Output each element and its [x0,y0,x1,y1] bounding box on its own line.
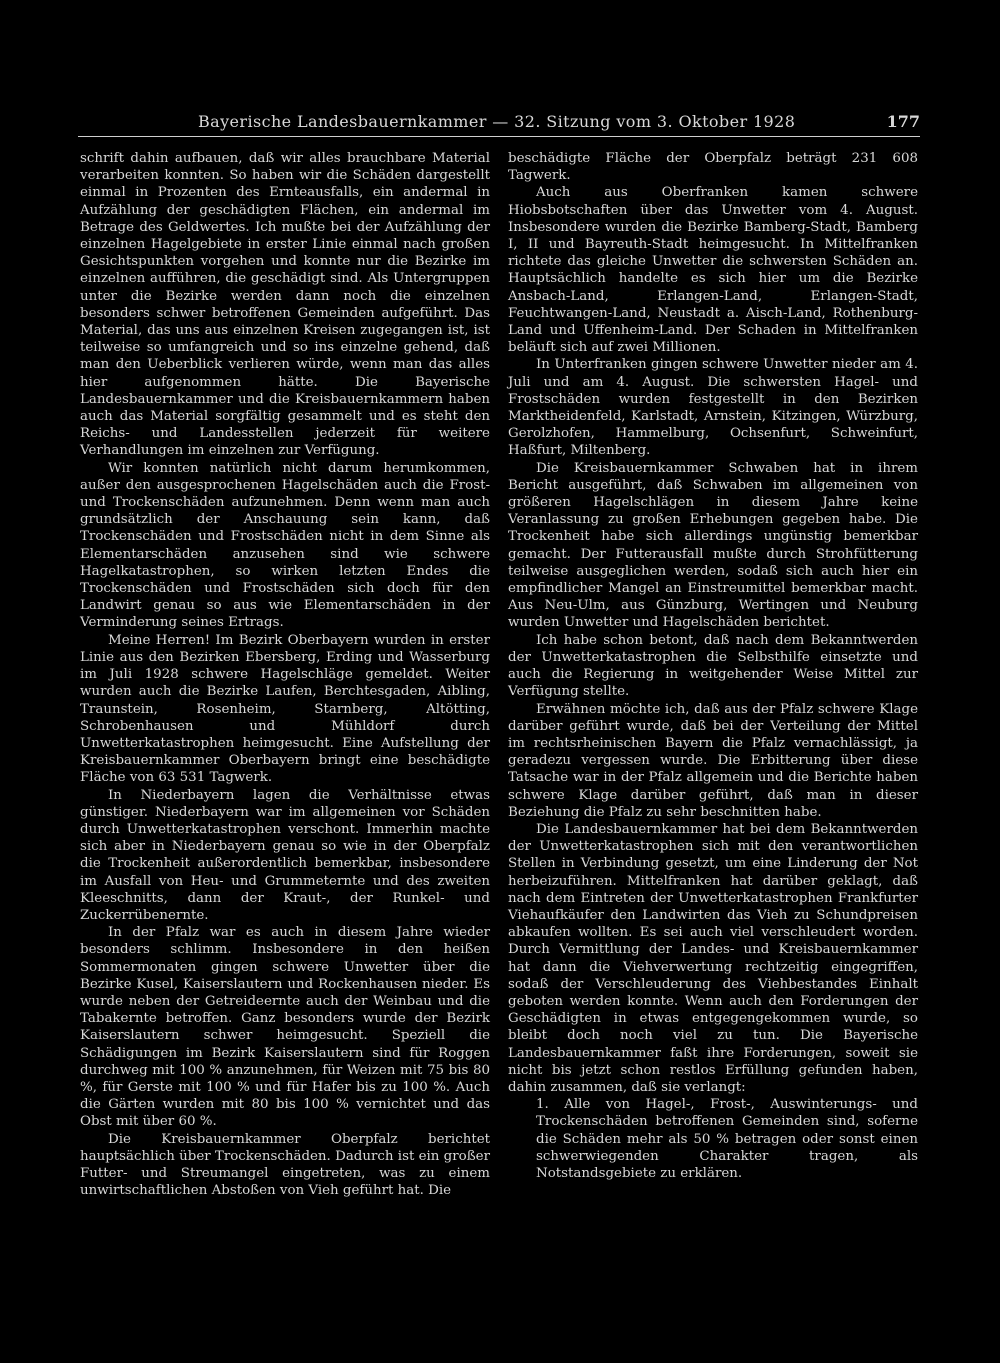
paragraph: In der Pfalz war es auch in diesem Jahre wieder besonders schlimm. Insbesondere in den heißen Sommermonaten gingen schwere Unwetter über die Bezirke Kusel, Kaiserslautern und Rockenhausen nieder. Es wurde neben der Getreideernte auch der Weinbau und die Tabakernte betroffen. Ganz besonders wurde der Bezirk Kaiserslautern schwer heimgesucht. Speziell die Schädigungen im Bezirk Kaiserslautern sind für Roggen durchweg mit 100 % anzunehmen, für Weizen mit 75 bis 80 %, für Gerste mit 100 % und für Hafer bis zu 100 %. Auch die Gärten wurden mit 80 bis 100 % vernichtet und das Obst mit über 60 %. [80,925,490,1130]
right-column [508,150,918,1182]
paragraph: beschädigte Fläche der Oberpfalz beträgt 231 608 Tagwerk. [508,151,918,184]
paragraph: Auch aus Oberfranken kamen schwere Hiobsbotschaften über das Unwetter vom 4. August. Insbesondere wurden die Bezirke Bamberg-Stadt, Bamberg I, II und Bayreuth-Stadt heimgesucht. In Mittelfranken richtete das gleiche Unwetter die schwersten Schäden an. Hauptsächlich handelte es sich hier um die Bezirke Ansbach-Land, Erlangen-Land, Erlangen-Stadt, Feuchtwangen-Land, Neustadt a. Aisch-Land, Rothenburg-Land und Uffenheim-Land. Der Schaden in Mittelfranken beläuft sich auf zwei Millionen. [508,185,918,356]
paragraph: In Niederbayern lagen die Verhältnisse etwas günstiger. Niederbayern war im allgemeinen vor Schäden durch Unwetterkatastrophen verschont. Immerhin machte sich aber in Niederbayern genau so wie in der Oberpfalz die Trockenheit außerordentlich bemerkbar, insbesondere im Ausfall von Heu- und Grummeternte und des zweiten Kleeschnitts, dann der Kraut-, der Runkel- und Zuckerrübenernte. [80,787,490,923]
paragraph: Die Kreisbauernkammer Schwaben hat in ihrem Bericht ausgeführt, daß Schwaben im allgemeinen von größeren Hagelschlägen in diesem Jahre keine Veranlassung zu großen Erhebungen gegeben habe. Die Trockenheit habe sich allerdings ungünstig bemerkbar gemacht. Der Futterausfall mußte durch Strohfütterung teilweise ausgeglichen werden, sodaß sich auch hier ein empfindlicher Mangel an Einstreumittel bemerkbar macht. Aus Neu-Ulm, aus Günzburg, Wertingen und Neuburg wurden Unwetter und Hagelschäden berichtet. [508,460,918,631]
left-column [80,150,490,1199]
paragraph: schrift dahin aufbauen, daß wir alles brauchbare Material verarbeiten konnten. So haben wir die Schäden dargestellt einmal in Prozenten des Ernteausfalls, ein andermal in Aufzählung der geschädigten Flächen, ein andermal im Betrage des Geldwertes. Ich mußte bei der Aufzählung der einzelnen Hagelgebiete in erster Linie einmal nach großen Gesichtspunkten vorgehen und konnte nur die Bezirke im einzelnen aufführen, die geschädigt sind. Als Untergruppen unter die Bezirke werden dann noch die einzelnen besonders schwer betroffenen Gemeinden aufgeführt. Das Material, das uns aus einzelnen Kreisen zugegangen ist, ist teilweise so umfangreich und so ins einzelne gehend, daß man den Ueberblick verlieren würde, wenn man das alles hier aufgenommen hätte. Die Bayerische Landesbauernkammer und die Kreisbauernkammern haben auch das Material sorgfältig gesammelt und es steht den Reichs- und Landesstellen jederzeit für weitere Verhandlungen im einzelnen zur Verfügung. [80,151,490,459]
paragraph: Meine Herren! Im Bezirk Oberbayern wurden in erster Linie aus den Bezirken Ebersberg, Erding und Wasserburg im Juli 1928 schwere Hagelschläge gemeldet. Weiter wurden auch die Bezirke Laufen, Berchtesgaden, Aibling, Traunstein, Rosenheim, Starnberg, Altötting, Schrobenhausen und Mühldorf durch Unwetterkatastrophen heimgesucht. Eine Aufstellung der Kreisbauernkammer Oberbayern bringt eine beschädigte Fläche von 63 531 Tagwerk. [80,632,490,786]
paragraph: In Unterfranken gingen schwere Unwetter nieder am 4. Juli und am 4. August. Die schwersten Hagel- und Frostschäden wurden festgestellt in den Bezirken Marktheidenfeld, Karlstadt, Arnstein, Kitzingen, Würzburg, Gerolzhofen, Hammelburg, Ochsenfurt, Schweinfurt, Haßfurt, Miltenberg. [508,357,918,459]
paragraph: Die Kreisbauernkammer Oberpfalz berichtet hauptsächlich über Trockenschäden. Dadurch ist ein großer Futter- und Streumangel eingetreten, was zu einem unwirtschaftlichen Abstoßen von Vieh geführt hat. Die [80,1131,490,1199]
page-number: 177 [886,112,920,131]
page-header [78,112,920,137]
running-title: Bayerische Landesbauernkammer — 32. Sitzung vom 3. Oktober 1928 [198,112,796,131]
paragraph: Ich habe schon betont, daß nach dem Bekanntwerden der Unwetterkatastrophen die Selbsthilfe einsetzte und auch die Regierung in weitgehender Weise Mittel zur Verfügung stellte. [508,632,918,700]
paragraph: Wir konnten natürlich nicht darum herumkommen, außer den ausgesprochenen Hagelschäden auch die Frost- und Trockenschäden aufzunehmen. Denn wenn man auch grundsätzlich der Anschauung sein kann, daß Trockenschäden und Frostschäden nicht in dem Sinne als Elementarschäden anzusehen sind wie schwere Hagelkatastrophen, so wirken letzten Endes die Trockenschäden und Frostschäden sich doch für den Landwirt genau so aus wie Elementarschäden in der Verminderung seines Ertrags. [80,460,490,631]
demand-list-item: 1. Alle von Hagel-, Frost-, Auswinterungs- und Trockenschäden betroffenen Gemeinden sind, soferne die Schäden mehr als 50 % betragen oder sonst einen schwerwiegenden Charakter tragen, als Notstandsgebiete zu erklären. [536,1097,918,1181]
paragraph: Die Landesbauernkammer hat bei dem Bekanntwerden der Unwetterkatastrophen sich mit den verantwortlichen Stellen in Verbindung gesetzt, um eine Linderung der Not herbeizuführen. Mittelfranken hat darüber geklagt, daß nach dem Eintreten der Unwetterkatastrophen Frankfurter Viehaufkäufer den Landwirten das Vieh zu Schundpreisen abkaufen wollten. Es sei auch viel verschleudert worden. Durch Vermittlung der Landes- und Kreisbauernkammer hat dann die Viehverwertung rechtzeitig eingegriffen, sodaß der Verschleuderung des Viehbestandes Einhalt geboten werden konnte. Wenn auch den Forderungen der Geschädigten in etwas entgegengekommen wurde, so bleibt doch noch viel zu tun. Die Bayerische Landesbauernkammer faßt ihre Forderungen, soweit sie nicht bis jetzt schon restlos Erfüllung gefunden haben, dahin zusammen, daß sie verlangt: [508,821,918,1095]
paragraph: Erwähnen möchte ich, daß aus der Pfalz schwere Klage darüber geführt wurde, daß bei der Verteilung der Mittel im rechtsrheinischen Bayern die Pfalz vernachlässigt, ja geradezu vergessen wurde. Die Erbitterung über diese Tatsache war in der Pfalz allgemein und die Berichte haben schwere Klage darüber geführt, daß man in dieser Beziehung die Pfalz zu sehr beschnitten habe. [508,701,918,820]
